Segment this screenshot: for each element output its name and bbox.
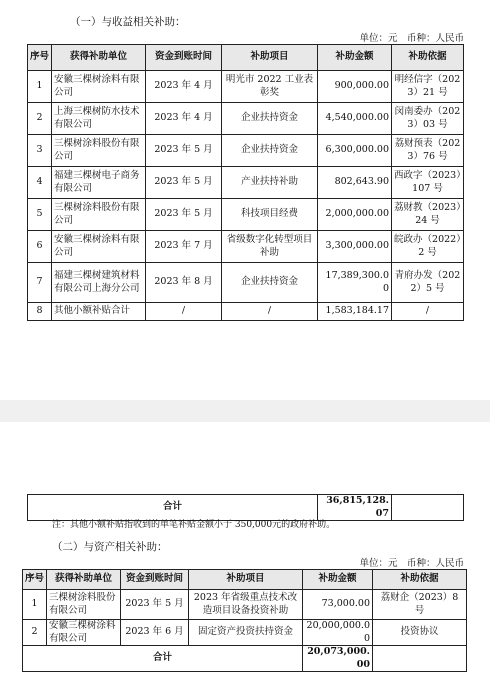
table-cell: 2023 年 6 月 bbox=[121, 620, 189, 646]
total-empty-cell bbox=[373, 646, 467, 672]
page-break-band bbox=[0, 400, 490, 422]
table-cell: 省级数字化转型项目补助 bbox=[222, 231, 318, 263]
table-cell: 产业扶持补助 bbox=[222, 167, 318, 199]
header-cell: 获得补助单位 bbox=[47, 570, 121, 590]
table-cell: 2023 年 4 月 bbox=[146, 71, 222, 103]
table-cell: 5 bbox=[28, 199, 52, 231]
table-cell: 7 bbox=[28, 263, 52, 303]
table-cell: 4 bbox=[28, 167, 52, 199]
total-value: 36,815,128.07 bbox=[318, 495, 392, 521]
header-cell: 补助项目 bbox=[222, 45, 318, 71]
table-cell: 西政字（2023）107 号 bbox=[392, 167, 464, 199]
total-label: 合计 bbox=[23, 646, 303, 672]
table-cell: 802,643.90 bbox=[318, 167, 392, 199]
total-empty-cell bbox=[392, 495, 464, 521]
table-cell: 2,000,000.00 bbox=[318, 199, 392, 231]
table-cell: 投资协议 bbox=[373, 620, 467, 646]
table-cell: 2023 年 4 月 bbox=[146, 103, 222, 135]
table-cell: 企业扶持资金 bbox=[222, 103, 318, 135]
table-cell: / bbox=[146, 303, 222, 321]
header-cell: 序号 bbox=[23, 570, 47, 590]
table-cell: 2 bbox=[23, 620, 47, 646]
table-cell: 6 bbox=[28, 231, 52, 263]
total-label: 合计 bbox=[28, 495, 318, 521]
table-cell: 上海三棵树防水技术有限公司 bbox=[52, 103, 146, 135]
table-cell: 1 bbox=[23, 590, 47, 620]
table-cell: 三棵树涂料股份有限公司 bbox=[47, 590, 121, 620]
table-cell: 安徽三棵树涂料有限公司 bbox=[47, 620, 121, 646]
table-cell: 1,583,184.17 bbox=[318, 303, 392, 321]
total-row bbox=[23, 646, 467, 672]
table-cell: 荔财教（2023）24 号 bbox=[392, 199, 464, 231]
table-cell: 3 bbox=[28, 135, 52, 167]
table-cell: 安徽三棵树涂料有限公司 bbox=[52, 71, 146, 103]
table-cell: 4,540,000.00 bbox=[318, 103, 392, 135]
header-cell: 补助金额 bbox=[318, 45, 392, 71]
header-cell: 补助金额 bbox=[303, 570, 373, 590]
table-cell: 6,300,000.00 bbox=[318, 135, 392, 167]
header-cell: 补助依据 bbox=[373, 570, 467, 590]
table-header-row bbox=[28, 45, 464, 71]
table-cell: 1 bbox=[28, 71, 52, 103]
table-cell: 皖政办（2022）2 号 bbox=[392, 231, 464, 263]
section1-title: （一）与收益相关补助： bbox=[70, 16, 186, 28]
section1-note: 注：其他小额补贴指收到的单笔补贴金额小于 350,000元的政府补助。 bbox=[52, 520, 336, 530]
table-cell: 福建三棵树建筑材料有限公司上海分公司 bbox=[52, 263, 146, 303]
table-cell: 2023 年 5 月 bbox=[121, 590, 189, 620]
table-cell: 17,389,300.00 bbox=[318, 263, 392, 303]
table-cell: 明光市 2022 工业表彰奖 bbox=[222, 71, 318, 103]
table-cell: 闵南委办（2023）03 号 bbox=[392, 103, 464, 135]
table-cell: 2023 年 5 月 bbox=[146, 135, 222, 167]
table-row bbox=[28, 135, 464, 167]
table-cell: 明经信字（2023）21 号 bbox=[392, 71, 464, 103]
table-cell: 900,000.00 bbox=[318, 71, 392, 103]
table-cell: 2023 年 5 月 bbox=[146, 199, 222, 231]
table-row bbox=[28, 303, 464, 321]
table-cell: 科技项目经费 bbox=[222, 199, 318, 231]
table-cell: 2023 年 5 月 bbox=[146, 167, 222, 199]
table-cell: 2 bbox=[28, 103, 52, 135]
table-cell: 3,300,000.00 bbox=[318, 231, 392, 263]
table-cell: 安徽三棵树涂料有限公司 bbox=[52, 231, 146, 263]
table-row bbox=[28, 263, 464, 303]
table-cell: 荔财预表（2023）76 号 bbox=[392, 135, 464, 167]
header-cell: 资金到账时间 bbox=[146, 45, 222, 71]
table-cell: 青府办发（2022）5 号 bbox=[392, 263, 464, 303]
table-cell: 福建三棵树电子商务有限公司 bbox=[52, 167, 146, 199]
table-cell: 三棵树涂料股份有限公司 bbox=[52, 199, 146, 231]
total-value: 20,073,000.00 bbox=[303, 646, 373, 672]
table-cell: 20,000,000.00 bbox=[303, 620, 373, 646]
table-header-row bbox=[23, 570, 467, 590]
table-cell: / bbox=[222, 303, 318, 321]
table-row bbox=[23, 620, 467, 646]
table-cell: 2023 年 8 月 bbox=[146, 263, 222, 303]
table-row bbox=[28, 231, 464, 263]
table-row bbox=[23, 590, 467, 620]
table-cell: 固定资产投资扶持资金 bbox=[189, 620, 303, 646]
section2-title: （二）与资产相关补助： bbox=[52, 541, 168, 553]
section2-unit: 单位：元 币种：人民币 bbox=[359, 558, 464, 569]
table-cell: 其他小额补贴合计 bbox=[52, 303, 146, 321]
table-row bbox=[28, 71, 464, 103]
table-cell: 三棵树涂料股份有限公司 bbox=[52, 135, 146, 167]
table-cell: / bbox=[392, 303, 464, 321]
asset-subsidy-table bbox=[22, 569, 467, 672]
header-cell: 补助依据 bbox=[392, 45, 464, 71]
table-cell: 2023 年省级重点技术改造项目设备投资补助 bbox=[189, 590, 303, 620]
header-cell: 资金到账时间 bbox=[121, 570, 189, 590]
table-row bbox=[28, 103, 464, 135]
table-cell: 企业扶持资金 bbox=[222, 135, 318, 167]
header-cell: 补助项目 bbox=[189, 570, 303, 590]
header-cell: 序号 bbox=[28, 45, 52, 71]
header-cell: 获得补助单位 bbox=[52, 45, 146, 71]
section1-unit: 单位：元 币种：人民币 bbox=[359, 33, 464, 44]
table-cell: 2023 年 7 月 bbox=[146, 231, 222, 263]
table-cell: 企业扶持资金 bbox=[222, 263, 318, 303]
table-cell: 73,000.00 bbox=[303, 590, 373, 620]
income-subsidy-table bbox=[27, 44, 464, 321]
table-row bbox=[28, 199, 464, 231]
table-cell: 荔财企（2023）8 号 bbox=[373, 590, 467, 620]
table-cell: 8 bbox=[28, 303, 52, 321]
table-row bbox=[28, 167, 464, 199]
